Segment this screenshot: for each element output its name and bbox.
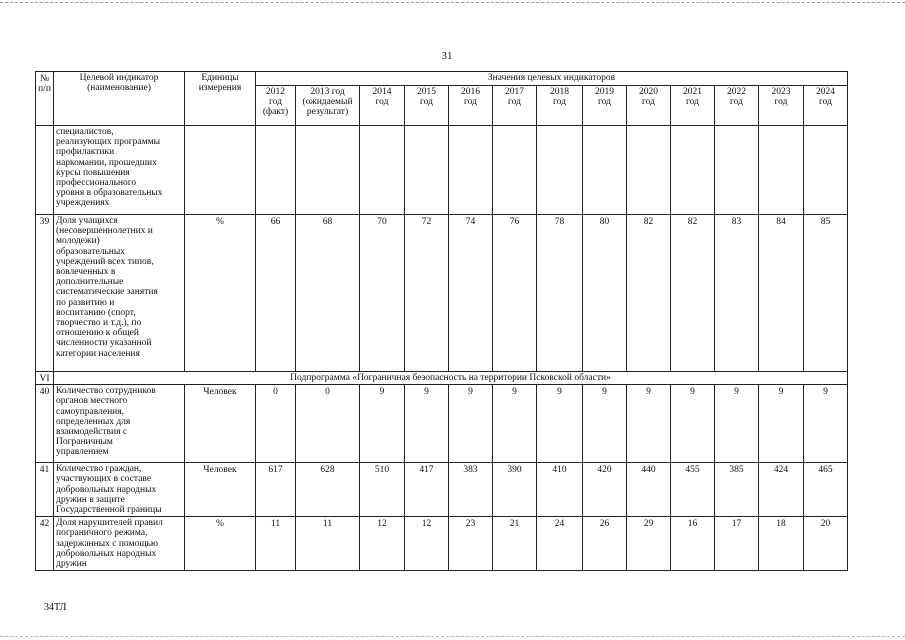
header-year-0: 2012 год (факт): [256, 86, 296, 126]
value-cell: 383: [449, 463, 493, 517]
value-cell: 20: [804, 517, 848, 571]
value-cell: [360, 126, 405, 215]
value-cell: 410: [537, 463, 583, 517]
value-cell: 9: [715, 385, 759, 463]
indicator-name: Количество граждан, участвующих в составе добровольных народных дружин в защите Государственной границы: [54, 463, 185, 517]
value-cell: [449, 126, 493, 215]
value-cell: [804, 126, 848, 215]
value-cell: 424: [759, 463, 804, 517]
header-year-12: 2024 год: [804, 86, 848, 126]
value-cell: 12: [405, 517, 449, 571]
row-number: 42: [36, 517, 54, 571]
header-values: Значения целевых индикаторов: [256, 72, 848, 86]
row-number: 40: [36, 385, 54, 463]
value-cell: [671, 126, 715, 215]
value-cell: 23: [449, 517, 493, 571]
value-cell: 420: [583, 463, 627, 517]
table-row: [36, 215, 848, 372]
value-cell: 9: [537, 385, 583, 463]
table-row: [36, 126, 848, 215]
indicator-name: Доля нарушителей правил пограничного режима, задержанных с помощью добровольных народных дружин: [54, 517, 185, 571]
value-cell: 66: [256, 215, 296, 372]
value-cell: 70: [360, 215, 405, 372]
row-number: 41: [36, 463, 54, 517]
value-cell: [537, 126, 583, 215]
value-cell: 80: [583, 215, 627, 372]
indicators-table: [35, 71, 848, 571]
unit-of-measure: Человек: [185, 463, 256, 517]
value-cell: 72: [405, 215, 449, 372]
header-year-10: 2022 год: [715, 86, 759, 126]
header-year-4: 2016 год: [449, 86, 493, 126]
value-cell: 82: [671, 215, 715, 372]
header-unit: Единицы измерения: [185, 72, 256, 126]
header-row-top: [36, 72, 848, 86]
value-cell: 68: [296, 215, 360, 372]
header-year-3: 2015 год: [405, 86, 449, 126]
value-cell: 385: [715, 463, 759, 517]
value-cell: 628: [296, 463, 360, 517]
value-cell: 0: [256, 385, 296, 463]
value-cell: 9: [583, 385, 627, 463]
value-cell: 17: [715, 517, 759, 571]
unit-of-measure: Человек: [185, 385, 256, 463]
value-cell: 440: [627, 463, 671, 517]
value-cell: 9: [449, 385, 493, 463]
header-year-5: 2017 год: [493, 86, 537, 126]
value-cell: [583, 126, 627, 215]
value-cell: 9: [405, 385, 449, 463]
value-cell: 18: [759, 517, 804, 571]
value-cell: 9: [627, 385, 671, 463]
scan-edge-top: [0, 2, 905, 3]
value-cell: [493, 126, 537, 215]
header-year-8: 2020 год: [627, 86, 671, 126]
unit-of-measure: [185, 126, 256, 215]
value-cell: 83: [715, 215, 759, 372]
value-cell: [759, 126, 804, 215]
value-cell: 29: [627, 517, 671, 571]
section-row: [36, 372, 848, 385]
value-cell: 16: [671, 517, 715, 571]
value-cell: 465: [804, 463, 848, 517]
value-cell: 26: [583, 517, 627, 571]
value-cell: 9: [804, 385, 848, 463]
header-year-2: 2014 год: [360, 86, 405, 126]
value-cell: [256, 126, 296, 215]
value-cell: 9: [493, 385, 537, 463]
value-cell: [627, 126, 671, 215]
section-title: Подпрограмма «Пограничная безопасность на территории Псковской области»: [54, 372, 848, 385]
value-cell: 617: [256, 463, 296, 517]
table-row: [36, 385, 848, 463]
scan-edge-bottom: [0, 636, 905, 637]
row-number: 39: [36, 215, 54, 372]
value-cell: 455: [671, 463, 715, 517]
header-indicator: Целевой индикатор (наименование): [54, 72, 185, 126]
header-year-6: 2018 год: [537, 86, 583, 126]
indicator-name: специалистов, реализующих программы профилактики наркомании, прошедших курсы повышения профессионального уровня в образовательных учреждениях: [54, 126, 185, 215]
value-cell: [405, 126, 449, 215]
indicator-name: Доля учащихся (несовершеннолетних и молодежи) образовательных учреждений всех типов, вовлеченных в дополнительные систематические занятия по развитию и воспитанию (спорт, творчество и т.д.), по отношению к общей численности указанной категории населения: [54, 215, 185, 372]
table-row: [36, 463, 848, 517]
value-cell: 11: [256, 517, 296, 571]
header-year-1: 2013 год (ожидаемый результат): [296, 86, 360, 126]
value-cell: 9: [759, 385, 804, 463]
unit-of-measure: %: [185, 215, 256, 372]
value-cell: 417: [405, 463, 449, 517]
indicator-name: Количество сотрудников органов местного самоуправления, определенных для взаимодействия с Пограничным управлением: [54, 385, 185, 463]
value-cell: [715, 126, 759, 215]
value-cell: 11: [296, 517, 360, 571]
header-year-9: 2021 год: [671, 86, 715, 126]
header-num: № п/п: [36, 72, 54, 126]
document-code: 34ТЛ: [44, 602, 67, 613]
value-cell: 21: [493, 517, 537, 571]
header-year-11: 2023 год: [759, 86, 804, 126]
unit-of-measure: %: [185, 517, 256, 571]
value-cell: 24: [537, 517, 583, 571]
value-cell: 12: [360, 517, 405, 571]
value-cell: 390: [493, 463, 537, 517]
value-cell: 9: [671, 385, 715, 463]
page-number: 31: [441, 50, 453, 62]
value-cell: 510: [360, 463, 405, 517]
row-number: [36, 126, 54, 215]
value-cell: 84: [759, 215, 804, 372]
header-year-7: 2019 год: [583, 86, 627, 126]
table-row: [36, 517, 848, 571]
value-cell: 85: [804, 215, 848, 372]
value-cell: 78: [537, 215, 583, 372]
value-cell: [296, 126, 360, 215]
value-cell: 82: [627, 215, 671, 372]
value-cell: 9: [360, 385, 405, 463]
value-cell: 0: [296, 385, 360, 463]
value-cell: 74: [449, 215, 493, 372]
value-cell: 76: [493, 215, 537, 372]
section-number: VI: [36, 372, 54, 385]
